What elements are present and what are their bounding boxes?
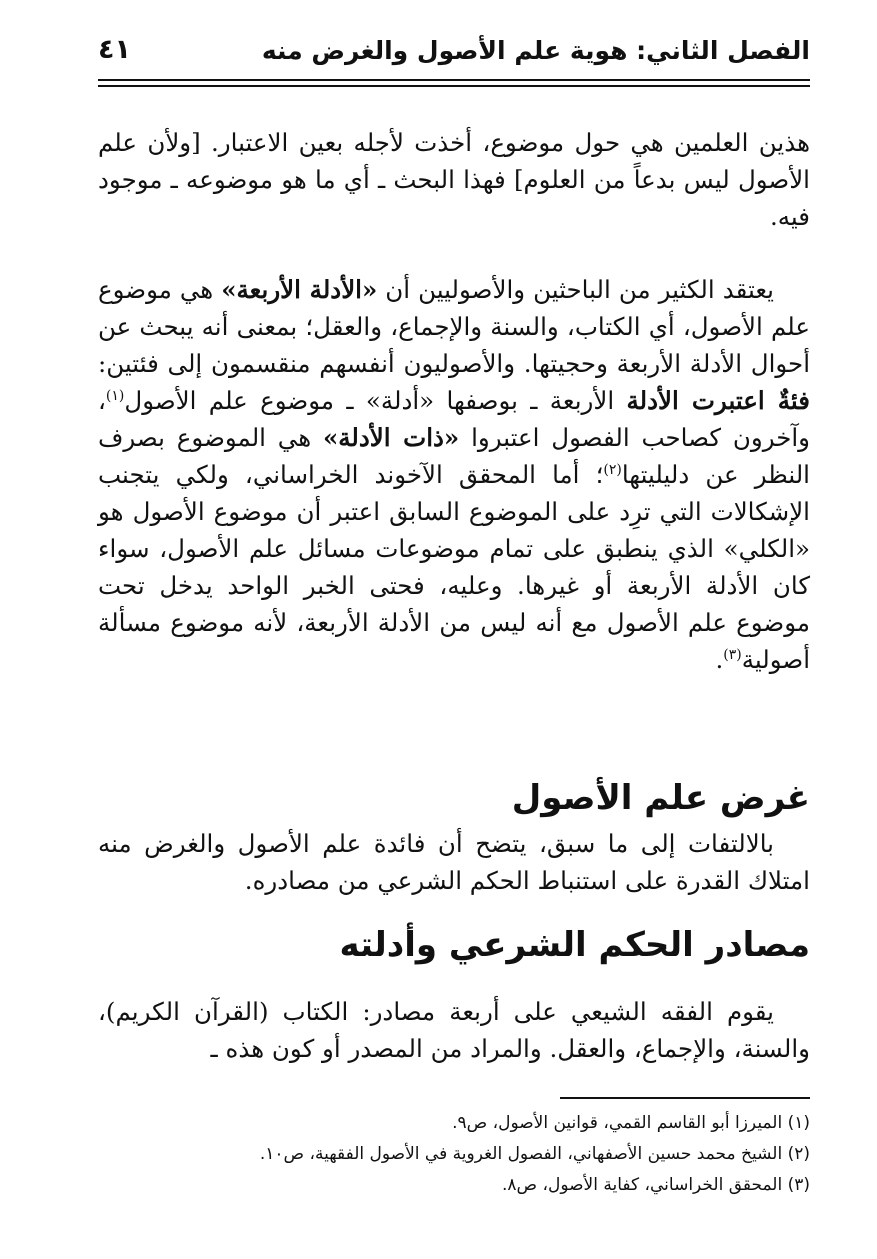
paragraph-sources xyxy=(98,993,810,1067)
p2-text-j: ؛ أما المحقق الآخوند الخراساني، ولكي يتجنب الإشكالات التي ترِد على الموضوع السابق اعتبر أن موضوع الأصول هو «الكلي» الذي ينطبق على تمام موضوعات مسائل علم الأصول، سواء كان الأدلة الأربعة أو غيرها. وعليه، فحتى الخبر الواحد يدخل تحت موضوع علم الأصول مع أنه ليس من الأدلة الأربعة، لأنه موضوع مسألة أصولية xyxy=(98,460,810,674)
p2-bold-group: فئةٌ اعتبرت الأدلة xyxy=(626,386,810,415)
header-rule-top xyxy=(98,79,810,81)
section-heading-sources: مصادر الحكم الشرعي وأدلته xyxy=(339,925,810,965)
paragraph-3: بالالتفات إلى ما سبق، يتضح أن فائدة علم الأصول والغرض منه امتلاك القدرة على استنباط الحكم الشرعي من مصادره. xyxy=(98,829,810,895)
footnote-3: (٣) المحقق الخراساني، كفاية الأصول، ص٨. xyxy=(502,1175,810,1195)
p2-text-e: الأربعة ـ بوصفها «أدلة» ـ موضوع علم الأصول xyxy=(124,386,627,415)
footnote-ref-2: (٢) xyxy=(603,461,622,478)
p2-text-a: يعتقد الكثير من الباحثين والأصوليين أن xyxy=(377,275,775,304)
p2-bold-four-proofs: «الأدلة الأربعة» xyxy=(221,275,378,304)
p2-text-c: هي موضوع علم الأصول، أي الكتاب، والسنة والإجماع، والعقل؛ بمعنى أنه يبحث عن أحوال الأدلة الأربعة وحجيتها. والأصوليون أنفسهم منقسمون إلى فئتين: xyxy=(98,275,810,378)
footnote-ref-1: (١) xyxy=(105,387,125,404)
paragraph-continuation xyxy=(98,124,810,235)
p2-bold-essence: «ذات الأدلة» xyxy=(322,423,460,452)
p2-text-k: . xyxy=(715,645,724,674)
footnote-ref-3: (٣) xyxy=(723,646,742,663)
p2-text-i: هي الموضوع بصرف النظر عن دليليتها xyxy=(98,423,810,489)
paragraph-2 xyxy=(98,271,810,678)
header-rule-bottom xyxy=(98,85,810,87)
paragraph-purpose xyxy=(98,825,810,899)
footnote-1: (١) الميرزا أبو القاسم القمي، قوانين الأصول، ص٩. xyxy=(452,1113,810,1133)
section-heading-purpose: غرض علم الأصول xyxy=(511,778,810,818)
footnotes xyxy=(98,1108,810,1201)
footnote-separator xyxy=(560,1097,810,1099)
page-number: ٤١ xyxy=(98,34,131,65)
running-header xyxy=(98,28,810,72)
paragraph-4: يقوم الفقه الشيعي على أربعة مصادر: الكتاب (القرآن الكريم)، والسنة، والإجماع، والعقل. والمراد من المصدر أو كون هذه ـ xyxy=(98,997,810,1063)
footnote-2: (٢) الشيخ محمد حسين الأصفهاني، الفصول الغروية في الأصول الفقهية، ص١٠. xyxy=(259,1144,810,1164)
p2-text-g: ، وآخرون كصاحب الفصول اعتبروا xyxy=(98,386,810,452)
chapter-title: الفصل الثاني: هوية علم الأصول والغرض منه xyxy=(261,36,810,65)
paragraph-subject xyxy=(98,271,810,678)
paragraph-1: هذين العلمين هي حول موضوع، أخذت لأجله بعين الاعتبار. [ولأن علم الأصول ليس بدعاً من العلوم] فهذا البحث ـ أي ما هو موضوعه ـ موجود فيه. xyxy=(98,128,810,231)
